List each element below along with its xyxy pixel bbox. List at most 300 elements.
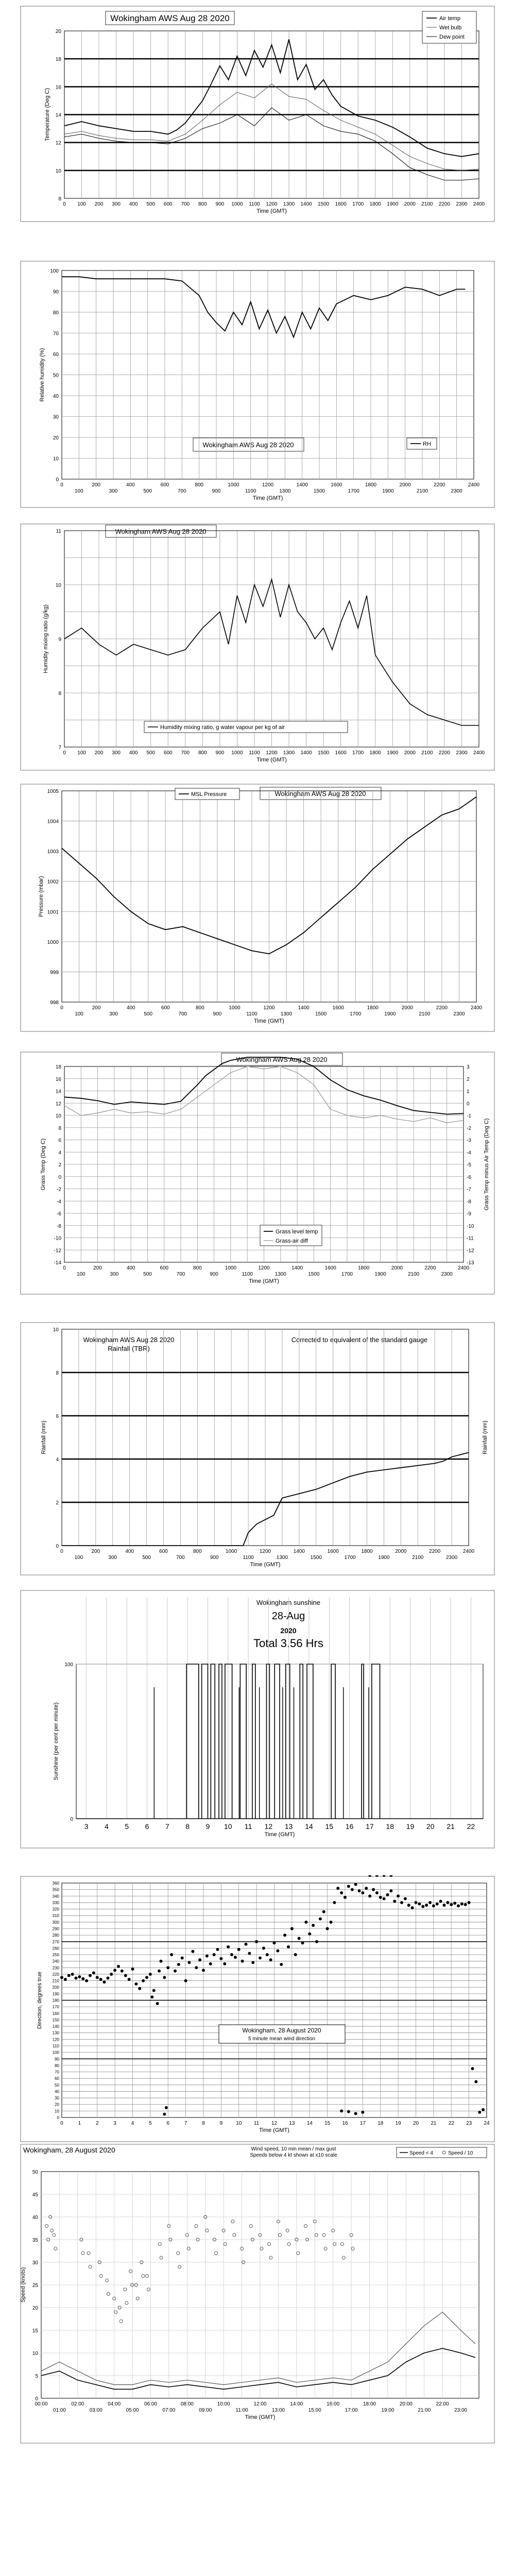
y-tick-label: 30 [55,2096,59,2101]
x-tick-label: 1400 [300,750,312,756]
x-tick-label: 23 [466,2121,472,2126]
x-tick-label: 0 [63,201,66,207]
direction-point [248,1952,251,1955]
y-tick-label: 5 [35,2374,38,2379]
direction-point [425,1904,428,1907]
direction-point [99,1978,102,1981]
y-axis-label: Relative humidity (%) [39,348,45,402]
x-tick-label: 1800 [367,1005,379,1011]
y-tick-label: 2 [56,1500,59,1506]
x-tick-label: 3 [113,2121,116,2126]
direction-point [174,1970,177,1973]
direction-point [166,1966,169,1969]
y-tick-label: 0 [35,2396,38,2402]
temperature-chart [0,5,515,224]
direction-point [464,1903,467,1906]
y-tick-label: 200 [52,1985,59,1990]
x-tick-label: 1300 [279,488,291,494]
y-tick-label: 190 [52,1991,59,1996]
y-tick-label: 70 [53,331,59,337]
direction-point [78,1975,81,1978]
y-tick-label: 0 [467,1101,470,1107]
direction-point [474,2080,477,2083]
x-tick-label: 1600 [335,750,347,756]
y-tick-label: 50 [55,2082,59,2088]
y-tick-label: -3 [467,1138,471,1144]
x-tick-label: 15 [325,1822,334,1831]
y-tick-label: 240 [52,1959,59,1964]
y-tick-label: -1 [467,1113,471,1119]
x-tick-label: 19 [406,1822,415,1831]
sunshine-chart-panel [0,1589,515,1852]
x-tick-label: 700 [176,1555,185,1561]
legend-label: Speed / 10 [448,2150,473,2156]
y-tick-label: 3 [467,1064,470,1070]
direction-point [351,1888,354,1891]
chart-title: Wokingham, 28 August 2020 [242,2027,321,2034]
y-tick-label: -5 [467,1162,471,1168]
y-axis-label: Humidity mixing ratio (g/kg) [43,604,49,673]
x-axis-label: Time (GMT) [250,1562,281,1568]
x-tick-label: 11 [253,2121,260,2126]
x-tick-label: 2400 [468,482,480,488]
x-tick-label: 2000 [404,201,416,207]
y-tick-label: 20 [55,2102,59,2107]
x-tick-label: 10 [224,1822,232,1831]
y-tick-label: 250 [52,1953,59,1958]
x-tick-label: 21 [447,1822,455,1831]
legend-label: Wet bulb [439,25,462,31]
y-tick-label: 50 [53,372,59,379]
direction-point [75,1977,78,1980]
x-tick-label: 8 [202,2121,205,2126]
direction-point [450,1903,453,1906]
chart-total: Total 3.56 Hrs [253,1637,323,1650]
x-tick-label: 400 [126,1005,135,1011]
x-tick-label: 1200 [266,201,278,207]
x-tick-label: 1900 [378,1555,390,1561]
x-tick-label: 1800 [369,201,381,207]
x-tick-label: 1900 [387,750,399,756]
y-tick-label: -12 [467,1248,474,1254]
wind-speed-chart-panel [0,2143,515,2447]
direction-point [160,1960,163,1963]
legend-label: Humidity mixing ratio, g water vapour per kg of air [160,724,285,731]
direction-point [400,1901,403,1904]
y-axis-label: Speed (knots) [20,2267,26,2303]
direction-point [64,1978,67,1981]
x-tick-label: 300 [112,201,121,207]
chart-border [21,524,494,770]
y-tick-label: 0 [56,1544,59,1549]
x-tick-label: 100 [77,750,86,756]
x-tick-label: 1500 [308,1272,320,1277]
chart-title: Wokingham, 28 August 2020 [23,2146,115,2154]
y-tick-label: 70 [55,2070,59,2075]
direction-point [213,1953,216,1956]
y-tick-label: 40 [55,2089,59,2094]
direction-point [259,1956,262,1959]
x-tick-label: 1000 [229,1005,241,1011]
x-tick-label: 2000 [395,1549,407,1554]
x-axis-label: Time (GMT) [254,1018,284,1024]
x-tick-label: 1500 [318,201,330,207]
x-tick-label: 1000 [228,482,239,488]
y-tick-label: -7 [467,1187,471,1193]
chart-subtitle: Wind speed, 10 min mean / max gust [251,2146,336,2152]
y-tick-label: -2 [57,1187,61,1193]
x-tick-label: 800 [198,750,207,756]
y-tick-label: -4 [57,1199,61,1205]
direction-point [124,1974,127,1977]
x-tick-label: 07:00 [162,2408,176,2413]
y-tick-label: 1000 [47,939,59,945]
x-tick-label: 1000 [226,1549,237,1554]
x-tick-label: 0 [60,2121,63,2126]
y-tick-label: 10 [55,168,61,174]
direction-point [294,1953,297,1956]
direction-point [165,2106,168,2109]
y-tick-label: -11 [467,1235,474,1242]
x-tick-label: 2000 [401,1005,413,1011]
direction-point [152,1989,156,1992]
legend-label: Grass-air diff [276,1238,308,1244]
x-tick-label: 1400 [296,482,308,488]
y-tick-label: -6 [57,1211,61,1217]
x-tick-label: 2200 [434,482,445,488]
x-tick-label: 900 [210,1272,218,1277]
direction-point [71,1973,74,1976]
y-axis-label: Pressure (mbar) [38,876,44,917]
direction-point [156,2002,159,2005]
direction-point [460,1902,464,1905]
x-tick-label: 1700 [350,1011,362,1017]
x-tick-label: 1800 [365,482,377,488]
x-tick-label: 200 [94,750,104,756]
x-tick-label: 700 [177,488,186,494]
x-tick-label: 1000 [225,1265,237,1271]
x-tick-label: 13 [284,1822,293,1831]
direction-point [336,1887,339,1890]
direction-point [262,1946,265,1950]
x-tick-label: 11:00 [235,2408,248,2413]
x-tick-label: 800 [198,201,207,207]
x-tick-label: 09:00 [199,2408,212,2413]
direction-point [330,1921,333,1924]
direction-point [333,1901,336,1904]
x-tick-label: 1500 [310,1555,322,1561]
x-tick-label: 300 [108,1555,117,1561]
legend-label: RH [423,441,431,447]
y-tick-label: 4 [56,1457,59,1463]
y-tick-label: 8 [56,1370,59,1376]
chart-title: Wokingham sunshine [256,1599,321,1606]
direction-point [468,1901,471,1904]
x-tick-label: 03:00 [89,2408,102,2413]
legend-label: MSL Pressure [191,791,227,798]
x-axis-label: Time (GMT) [249,1278,279,1284]
x-tick-label: 1600 [327,1549,339,1554]
x-tick-label: 2100 [419,1011,431,1017]
y-tick-label: 1005 [47,789,59,794]
x-tick-label: 2100 [416,488,428,494]
direction-point [383,1897,386,1900]
y-tick-label: 340 [52,1894,59,1899]
x-tick-label: 6 [166,2121,170,2126]
x-tick-label: 16 [345,1822,354,1831]
y-tick-label: 60 [53,352,59,358]
direction-point [280,1963,283,1966]
y-tick-label: -8 [57,1223,61,1229]
x-axis-label: Time (GMT) [256,208,287,214]
mixing-ratio-chart [0,518,515,773]
y-tick-label: 45 [32,2192,38,2198]
y-axis-label: Grass Temp (Deg C) [40,1138,46,1191]
direction-point [308,1933,311,1936]
direction-point [110,1973,113,1976]
x-tick-label: 2200 [438,201,451,207]
x-tick-label: 1900 [384,1011,396,1017]
direction-point [195,1966,198,1969]
x-tick-label: 2300 [453,1011,465,1017]
x-tick-label: 1900 [387,201,399,207]
x-tick-label: 900 [210,1555,219,1561]
y-tick-label: 90 [55,2057,59,2062]
chart-title: Wokingham AWS Aug 28 2020 [236,1056,328,1063]
y-tick-label: 30 [53,414,59,420]
direction-point [188,1961,191,1964]
direction-point [428,1901,432,1904]
y-tick-label: -10 [54,1235,61,1242]
direction-point [404,1897,407,1900]
direction-point [191,1950,194,1953]
direction-point [340,2109,343,2112]
direction-point [354,1883,357,1886]
rainfall-chart-panel [0,1321,515,1579]
direction-point [145,1976,148,1979]
mixing-ratio-chart-panel [0,518,515,773]
direction-point [117,1965,120,1968]
x-tick-label: 700 [181,201,190,207]
wind-direction-chart [0,1875,515,2143]
direction-point [205,1955,209,1958]
chart-title: Wokingham AWS Aug 28 2020 [274,790,366,798]
x-tick-label: 10 [236,2121,242,2126]
x-tick-label: 1200 [266,750,278,756]
y-tick-label: 300 [52,1920,59,1925]
x-tick-label: 22:00 [436,2401,449,2407]
y-tick-label: 210 [52,1978,59,1984]
x-tick-label: 1000 [231,750,243,756]
x-tick-label: 1500 [313,488,325,494]
x-tick-label: 15:00 [308,2408,321,2413]
y-tick-label: 130 [52,2030,59,2036]
y-tick-label: 2 [467,1076,470,1082]
direction-point [158,1970,161,1973]
y-tick-label: 260 [52,1946,59,1951]
x-tick-label: 1800 [369,750,381,756]
x-tick-label: 400 [125,1549,134,1554]
y-tick-label: 270 [52,1939,59,1944]
y-tick-label: -6 [467,1174,471,1180]
x-tick-label: 2300 [451,488,462,494]
x-tick-label: 20 [413,2121,419,2126]
x-tick-label: 2300 [456,750,468,756]
direction-point [372,1888,375,1891]
direction-point [287,1945,290,1948]
x-tick-label: 1200 [263,1005,275,1011]
chart-title: Wokingham AWS Aug 28 2020 [202,441,294,449]
direction-point [134,1982,138,1986]
direction-point [478,2111,481,2114]
chart-subtitle: Rainfall (TBR) [108,1345,150,1352]
x-tick-label: 0 [60,482,63,488]
direction-point [432,1904,435,1907]
y-tick-label: 10 [32,2351,38,2357]
direction-point [298,1937,301,1940]
y-tick-label: 12 [55,140,61,146]
y-tick-label: 290 [52,1926,59,1931]
x-tick-label: 2100 [412,1555,424,1561]
x-tick-label: 200 [94,201,104,207]
legend-label: Air temp [439,15,460,22]
x-tick-label: 2100 [421,750,433,756]
x-tick-label: 400 [126,1265,135,1271]
x-tick-label: 1400 [300,201,312,207]
direction-point [142,1979,145,1982]
x-tick-label: 900 [215,750,225,756]
x-tick-label: 10:00 [217,2401,230,2407]
direction-point [269,1958,272,1961]
y-tick-label: 11 [56,529,61,534]
y-tick-label: 80 [53,310,59,316]
y-tick-label: 90 [53,289,59,295]
y-tick-label: 16 [55,84,61,91]
x-tick-label: 2400 [473,750,485,756]
x-tick-label: 2000 [391,1265,403,1271]
y-tick-label: 100 [52,2050,59,2055]
y-tick-label: 160 [52,2011,59,2016]
direction-point [283,1934,286,1937]
x-tick-label: 2200 [424,1265,436,1271]
x-tick-label: 12:00 [253,2401,267,2407]
direction-point [415,1901,418,1904]
x-tick-label: 13 [289,2121,295,2126]
x-tick-label: 2300 [456,201,468,207]
y-tick-label: 80 [55,2063,59,2068]
y-tick-label: 4 [58,1150,61,1156]
y-tick-label: 230 [52,1965,59,1971]
direction-point [446,1901,449,1904]
x-axis-label: Time (GMT) [252,495,283,501]
direction-point [177,1963,180,1966]
x-tick-label: 1500 [315,1011,327,1017]
x-tick-label: 08:00 [180,2401,194,2407]
direction-point [301,1941,304,1944]
wind-direction-chart-panel [0,1875,515,2143]
x-tick-label: 1100 [245,488,256,494]
direction-point [290,1927,294,1930]
rh-chart [0,260,515,510]
chart-title: Wokingham AWS Aug 28 2020 [115,528,207,535]
x-tick-label: 16:00 [327,2401,340,2407]
direction-point [379,1896,382,1899]
direction-point [181,1956,184,1959]
grass-temp-chart-panel [0,1051,515,1298]
direction-point [471,2067,474,2070]
x-tick-label: 1100 [242,1272,253,1277]
x-tick-label: 900 [212,488,221,494]
x-tick-label: 200 [92,1005,101,1011]
direction-point [227,1945,230,1948]
x-tick-label: 2400 [473,201,485,207]
x-tick-label: 3 [84,1822,89,1831]
direction-point [219,1957,222,1960]
y-tick-label: 100 [50,268,59,274]
direction-point [312,1924,315,1927]
direction-point [315,1940,318,1943]
y-tick-label: 9 [58,637,61,642]
x-tick-label: 1400 [291,1265,303,1271]
x-tick-label: 19 [395,2121,401,2126]
rh-chart-panel [0,260,515,510]
x-tick-label: 2200 [429,1549,441,1554]
direction-point [89,1974,92,1977]
direction-point [67,1974,71,1977]
y-tick-label: 25 [32,2283,38,2289]
x-tick-label: 1100 [249,201,260,207]
x-tick-label: 4 [131,2121,134,2126]
x-tick-label: 100 [77,201,86,207]
x-tick-label: 1600 [332,1005,344,1011]
direction-point [113,1969,116,1972]
y-tick-label: 0 [56,477,59,483]
x-tick-label: 06:00 [144,2401,158,2407]
x-tick-label: 17 [366,1822,374,1831]
x-tick-label: 2300 [441,1272,453,1277]
chart-subtitle: 5 minute mean wind direction [248,2036,316,2042]
x-tick-label: 1900 [374,1272,386,1277]
x-tick-label: 1800 [361,1549,373,1554]
x-tick-label: 1300 [274,1272,286,1277]
direction-point [223,1962,226,1965]
x-tick-label: 400 [129,201,138,207]
x-axis-label: Time (GMT) [245,2414,276,2420]
direction-point [389,1889,392,1892]
direction-point [304,1921,307,1924]
x-tick-label: 500 [144,1011,153,1017]
x-tick-label: 2400 [470,1005,483,1011]
y-axis-label: Rainfall (mm) [41,1420,47,1454]
y-tick-label: 14 [55,1089,61,1095]
x-tick-label: 2100 [421,201,433,207]
y-tick-label: 8 [58,1125,61,1131]
direction-point [319,1918,322,1921]
direction-point [397,1894,400,1897]
x-tick-label: 20:00 [399,2401,413,2407]
direction-point [368,1894,371,1897]
x-tick-label: 300 [110,1272,119,1277]
x-tick-label: 17:00 [345,2408,358,2413]
y-tick-label: -2 [467,1125,471,1131]
y-axis-label: Temperature (Deg C) [44,88,50,142]
direction-point [418,1902,421,1905]
rainfall-chart [0,1321,515,1579]
chart-title: Wokingham AWS Aug 28 2020 [110,13,230,23]
pressure-chart-panel [0,783,515,1036]
direction-point [386,1893,389,1896]
x-tick-label: 800 [195,482,204,488]
